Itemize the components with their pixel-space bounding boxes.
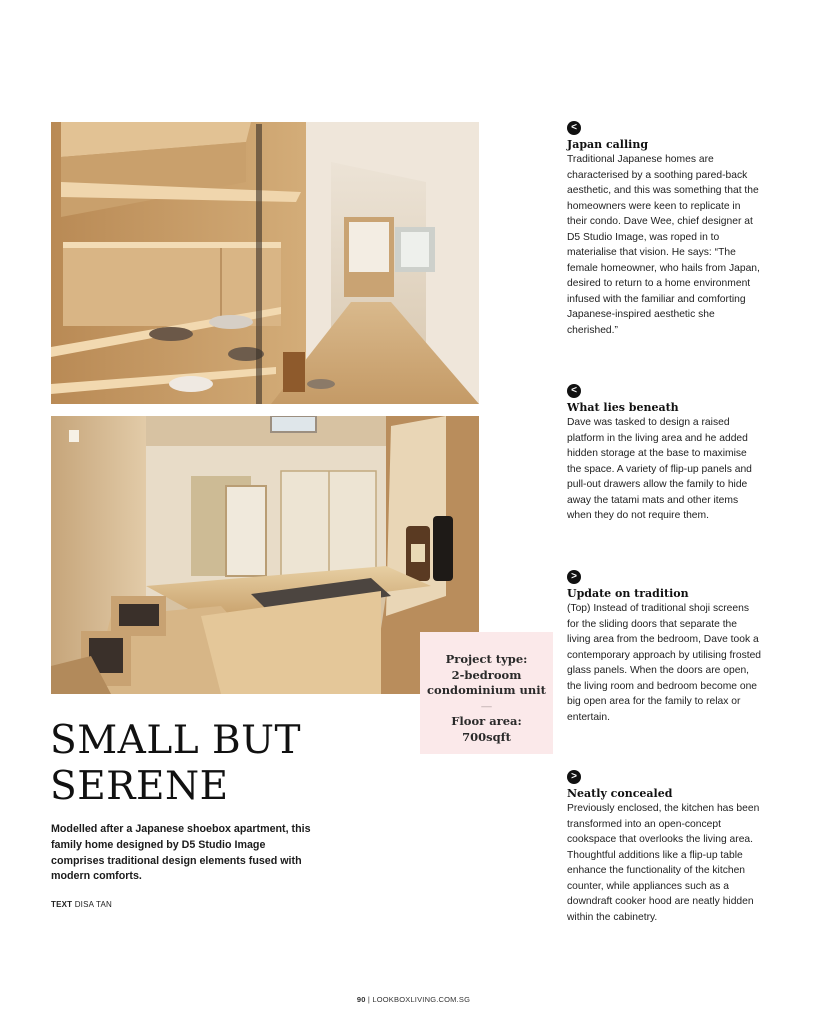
entryway-illustration [51, 122, 479, 404]
photo-tatami-platform [51, 416, 479, 694]
section-body: Previously enclosed, the kitchen has been transformed into an open-concept cookspace that overlooks the living area. Thoughtful additions like a flip-up table enhance the functionality of the kitchen counter, while appliances such as a downdraft cooker hood are neatly hidden within the cabinetry. [567, 803, 760, 923]
arrow-right-icon: > [567, 770, 581, 784]
page-folio [0, 995, 827, 1004]
site-url: LOOKBOXLIVING.COM.SG [372, 995, 471, 1004]
section-what-lies-beneath [567, 384, 762, 524]
byline [51, 900, 112, 909]
section-neatly-concealed [567, 770, 762, 925]
section-title: Update on tradition [567, 587, 689, 600]
floor-area-value: 700sqft [462, 729, 511, 744]
article-intro: Modelled after a Japanese shoebox apartment, this family home designed by D5 Studio Image comprises traditional design elements fused with modern comforts. [51, 823, 311, 883]
section-update-on-tradition [567, 570, 762, 725]
section-title: What lies beneath [567, 401, 679, 414]
article-headline [50, 718, 380, 810]
section-body: Traditional Japanese homes are characterised by a soothing pared-back aesthetic, and this was something that the homeowners were keen to replicate in their condo. Dave Wee, chief designer at D5 Studio Image, was roped in to materialise that vision. He says: “The female homeowner, who hails from Japan, desired to return to a home environment infused with the familiar and comforting Japanese-inspired aesthetic she cherished.” [567, 154, 760, 336]
project-info-box [420, 632, 553, 754]
byline-label: TEXT [51, 900, 73, 909]
arrow-right-icon: > [567, 570, 581, 584]
project-type-value-line1: 2-bedroom [451, 667, 522, 682]
floor-area-label: Floor area: [451, 714, 522, 728]
section-body: Dave was tasked to design a raised platform in the living area and he added hidden storage at the base to maximise the space. A variety of flip-up panels and pull-out drawers allow the family to hide away the tatami mats and other items when they do not require them. [567, 417, 752, 521]
folio-separator: | [367, 995, 371, 1004]
arrow-left-icon: < [567, 384, 581, 398]
project-type-value-line2: condominium unit [427, 683, 546, 697]
page-number: 90 [356, 995, 366, 1004]
project-type-label: Project type: [445, 652, 528, 666]
section-title: Neatly concealed [567, 787, 673, 800]
headline-line1: SMALL BUT [50, 718, 302, 763]
info-divider: — [480, 698, 493, 713]
photo-entryway [51, 122, 479, 404]
byline-name: DISA TAN [74, 900, 113, 909]
section-body: (Top) Instead of traditional shoji screens for the sliding doors that separate the living area from the bedroom, Dave took a contemporary approach by utilising frosted glass panels. When the doors are open, the living room and bedroom become one big open area for the family to relax or entertain. [567, 603, 762, 723]
section-title: Japan calling [567, 138, 649, 151]
headline-line2: SERENE [50, 764, 229, 809]
arrow-left-icon: < [567, 121, 581, 135]
section-japan-calling [567, 121, 762, 338]
platform-illustration [51, 416, 479, 694]
